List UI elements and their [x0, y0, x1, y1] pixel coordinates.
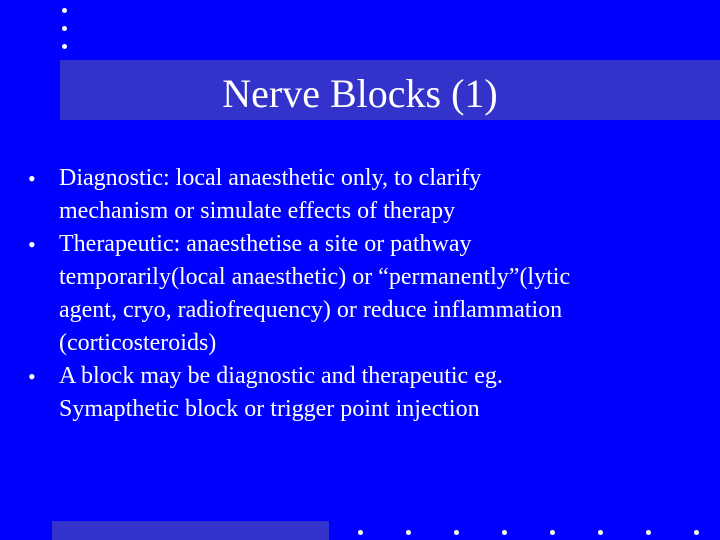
bullet-item: [28, 228, 708, 360]
bullet-icon: •: [28, 166, 36, 191]
decorative-dot: [62, 44, 67, 49]
bullet-line: (corticosteroids): [59, 330, 217, 356]
bullet-line: A block may be diagnostic and therapeutic eg.: [59, 363, 503, 389]
bullet-line: temporarily(local anaesthetic) or “permanently”(lytic: [59, 264, 571, 290]
bullet-item: [28, 162, 708, 228]
bullet-icon: •: [28, 364, 36, 389]
bullet-list: [28, 162, 708, 426]
bottom-band: [52, 521, 329, 540]
decorative-dot: [358, 530, 363, 535]
bullet-line: agent, cryo, radiofrequency) or reduce inflammation: [59, 297, 563, 323]
decorative-dot: [62, 8, 67, 13]
bullet-item: [28, 360, 708, 426]
decorative-dot: [646, 530, 651, 535]
slide-title: Nerve Blocks (1): [222, 71, 498, 116]
bullet-line: Therapeutic: anaesthetise a site or pathway: [59, 231, 472, 257]
decorative-dot: [454, 530, 459, 535]
bullet-line: mechanism or simulate effects of therapy: [59, 198, 456, 224]
bullet-line: Symapthetic block or trigger point injection: [59, 396, 480, 422]
decorative-dot: [598, 530, 603, 535]
decorative-dot: [62, 26, 67, 31]
decorative-dot: [502, 530, 507, 535]
bullet-line: Diagnostic: local anaesthetic only, to clarify: [59, 165, 482, 191]
bullet-icon: •: [28, 232, 36, 257]
decorative-dot: [406, 530, 411, 535]
decorative-dot: [550, 530, 555, 535]
decorative-dot: [694, 530, 699, 535]
